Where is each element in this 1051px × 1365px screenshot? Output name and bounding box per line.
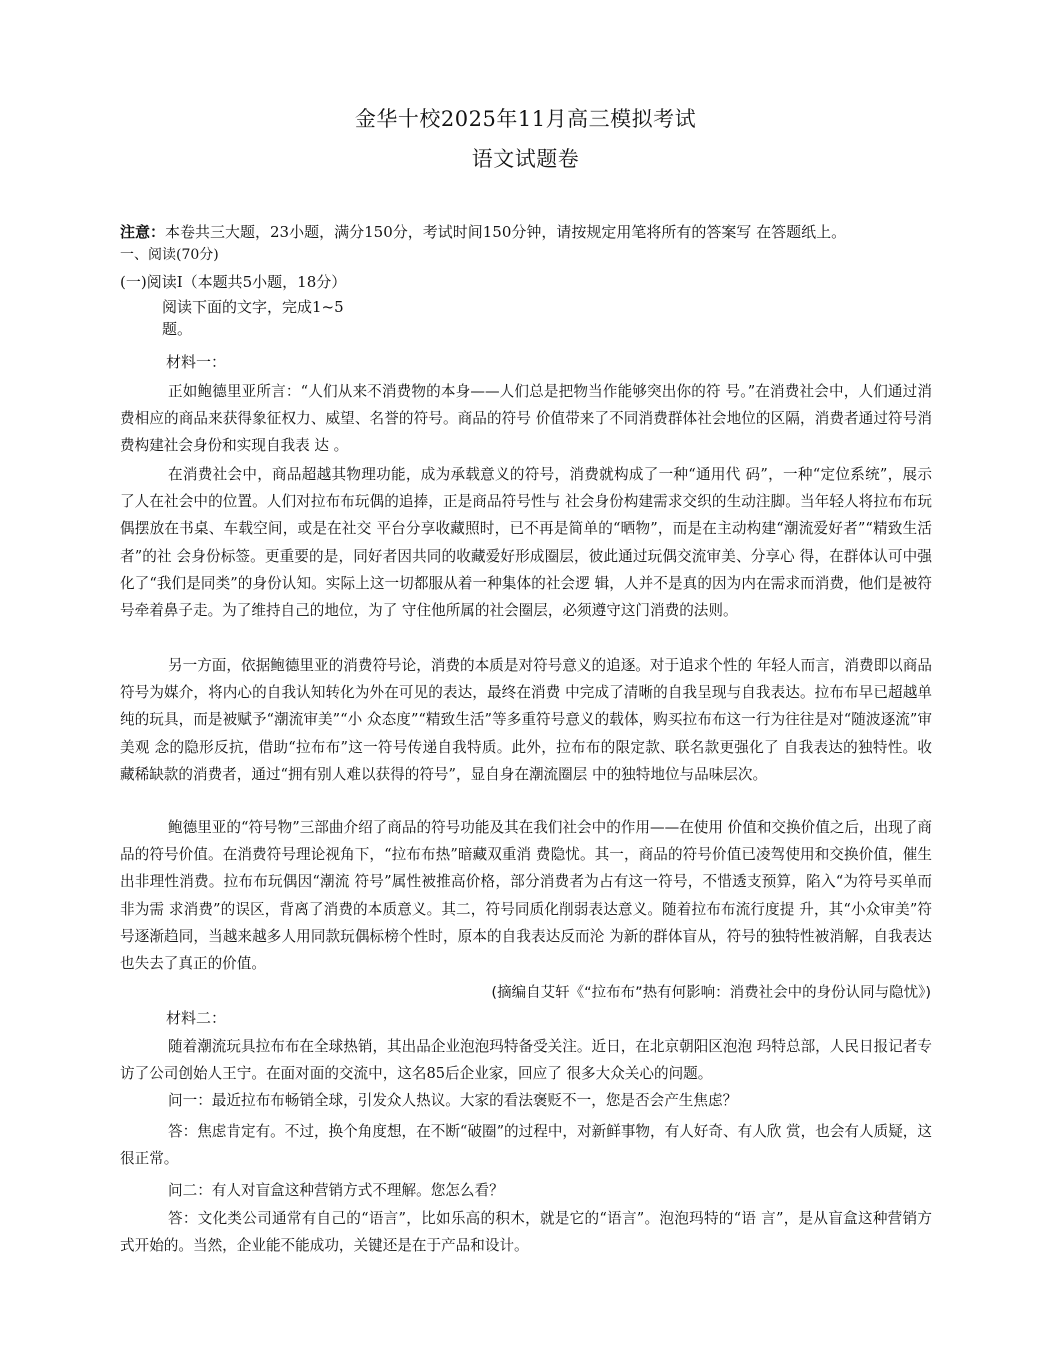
material-one-paragraph-1: 正如鲍德里亚所言：“人们从来不消费物的本身——人们总是把物当作能够突出你的符 号。”在消费社会中，人们通过消费相应的商品来获得象征权力、威望、名誉的符号。商品的符号 价值带来了不同消费群体社会地位的区隔，消费者通过符号消费构建社会身份和实现自我表 达 。: [120, 383, 932, 455]
material-two-paragraph-1: 随着潮流玩具拉布布在全球热销，其出品企业泡泡玛特备受关注。近日，在北京朝阳区泡泡 玛特总部，人民日报记者专访了公司创始人王宁。在面对面的交流中，这名85后企业家，回应了 很多大众关心的问题。: [120, 1038, 932, 1083]
material-one-paragraph-2: 在消费社会中，商品超越其物理功能，成为承载意义的符号，消费就构成了一种“通用代 码”，一种“定位系统”，展示了人在社会中的位置。人们对拉布布玩偶的追捧，正是商品符号性与 社会身份构建需求交织的生动注脚。当年轻人将拉布布玩偶摆放在书桌、车载空间，或是在社交 平台分享收藏照时，已不再是简单的“晒物”，而是在主动构建“潮流爱好者”“精致生活者”的社 会身份标签。更重要的是，同好者因共同的收藏爱好形成圈层，彼此通过玩偶交流审美、分享心 得，在群体认可中强化了“我们是同类”的身份认知。实际上这一切都服从着一种集体的社会逻 辑，人并不是真的因为内在需求而消费，他们是被符号牵着鼻子走。为了维持自己的地位，为了 守住他所属的社会圈层，必须遵守这门消费的法则。: [120, 466, 932, 620]
interview-answer-2: 答：文化类公司通常有自己的“语言”，比如乐高的积木，就是它的“语言”。泡泡玛特的“语 言”，是从盲盒这种营销方式开始的。当然，企业能不能成功，关键还是在于产品和设计。: [120, 1210, 932, 1255]
material-two-label: 材料二：: [166, 1009, 227, 1027]
material-one-paragraph-3: 另一方面，依据鲍德里亚的消费符号论，消费的本质是对符号意义的追逐。对于追求个性的 年轻人而言，消费即以商品符号为媒介，将内心的自我认知转化为外在可见的表达，最终在消费 中完成了清晰的自我呈现与自我表达。拉布布早已超越单纯的玩具，而是被赋予“潮流审美”“小 众态度”“精致生活”等多重符号意义的载体，购买拉布布这一行为往往是对“随波逐流”审美观 念的隐形反抗，借助“拉布布”这一符号传递自我特质。此外，拉布布的限定款、联名款更强化了 自我表达的独特性。收藏稀缺款的消费者，通过“拥有别人难以获得的符号”，显自身在潮流圈层 中的独特地位与品味层次。: [120, 657, 932, 783]
interview-question-2: 问二：有人对盲盒这种营销方式不理解。您怎么看？: [168, 1182, 504, 1199]
interview-answer-1: 答：焦虑肯定有。不过，换个角度想，在不断“破圈”的过程中，对新鲜事物，有人好奇、有人欣 赏，也会有人质疑，这很正常。: [120, 1123, 932, 1168]
notice-label: 注意：: [120, 223, 166, 241]
interview-question-1: 问一：最近拉布布畅销全球，引发众人热议。大家的看法褒贬不一，您是否会产生焦虑？: [168, 1092, 738, 1109]
section-heading: 一、阅读(70分): [120, 247, 219, 263]
part-heading: (一)阅读I（本题共5小题，18分）: [120, 273, 347, 291]
material-one-label: 材料一：: [166, 353, 227, 371]
exam-title: 金华十校2025年11月高三模拟考试: [354, 107, 697, 131]
instruction-line-2: 题。: [162, 320, 193, 338]
citation-source: (摘编自艾轩《“拉布布”热有何影响：消费社会中的身份认同与隐忧》): [491, 985, 931, 1001]
notice-line: [120, 222, 846, 242]
exam-subtitle: 语文试题卷: [471, 147, 580, 171]
instruction-line-1: 阅读下面的文字，完成1~5: [162, 298, 344, 316]
material-one-paragraph-4: 鲍德里亚的“符号物”三部曲介绍了商品的符号功能及其在我们社会中的作用——在使用 价值和交换价值之后，出现了商品的符号价值。在消费符号理论视角下，“拉布布热”暗藏双重消 费隐忧。其一，商品的符号价值已凌驾使用和交换价值，催生出非理性消费。拉布布玩偶因“潮流 符号”属性被推高价格，部分消费者为占有这一符号，不惜透支预算，陷入“为符号买单而非为需 求消费”的误区，背离了消费的本质意义。其二，符号同质化削弱表达意义。随着拉布布流行度提 升，其“小众审美”符号逐渐趋同，当越来越多人用同款玩偶标榜个性时，原本的自我表达反而沦 为新的群体盲从，符号的独特性被消解，自我表达也失去了真正的价值。: [120, 819, 932, 973]
notice-text: 本卷共三大题，23小题，满分150分，考试时间150分钟，请按规定用笔将所有的答案写 在答题纸上。: [165, 223, 847, 241]
